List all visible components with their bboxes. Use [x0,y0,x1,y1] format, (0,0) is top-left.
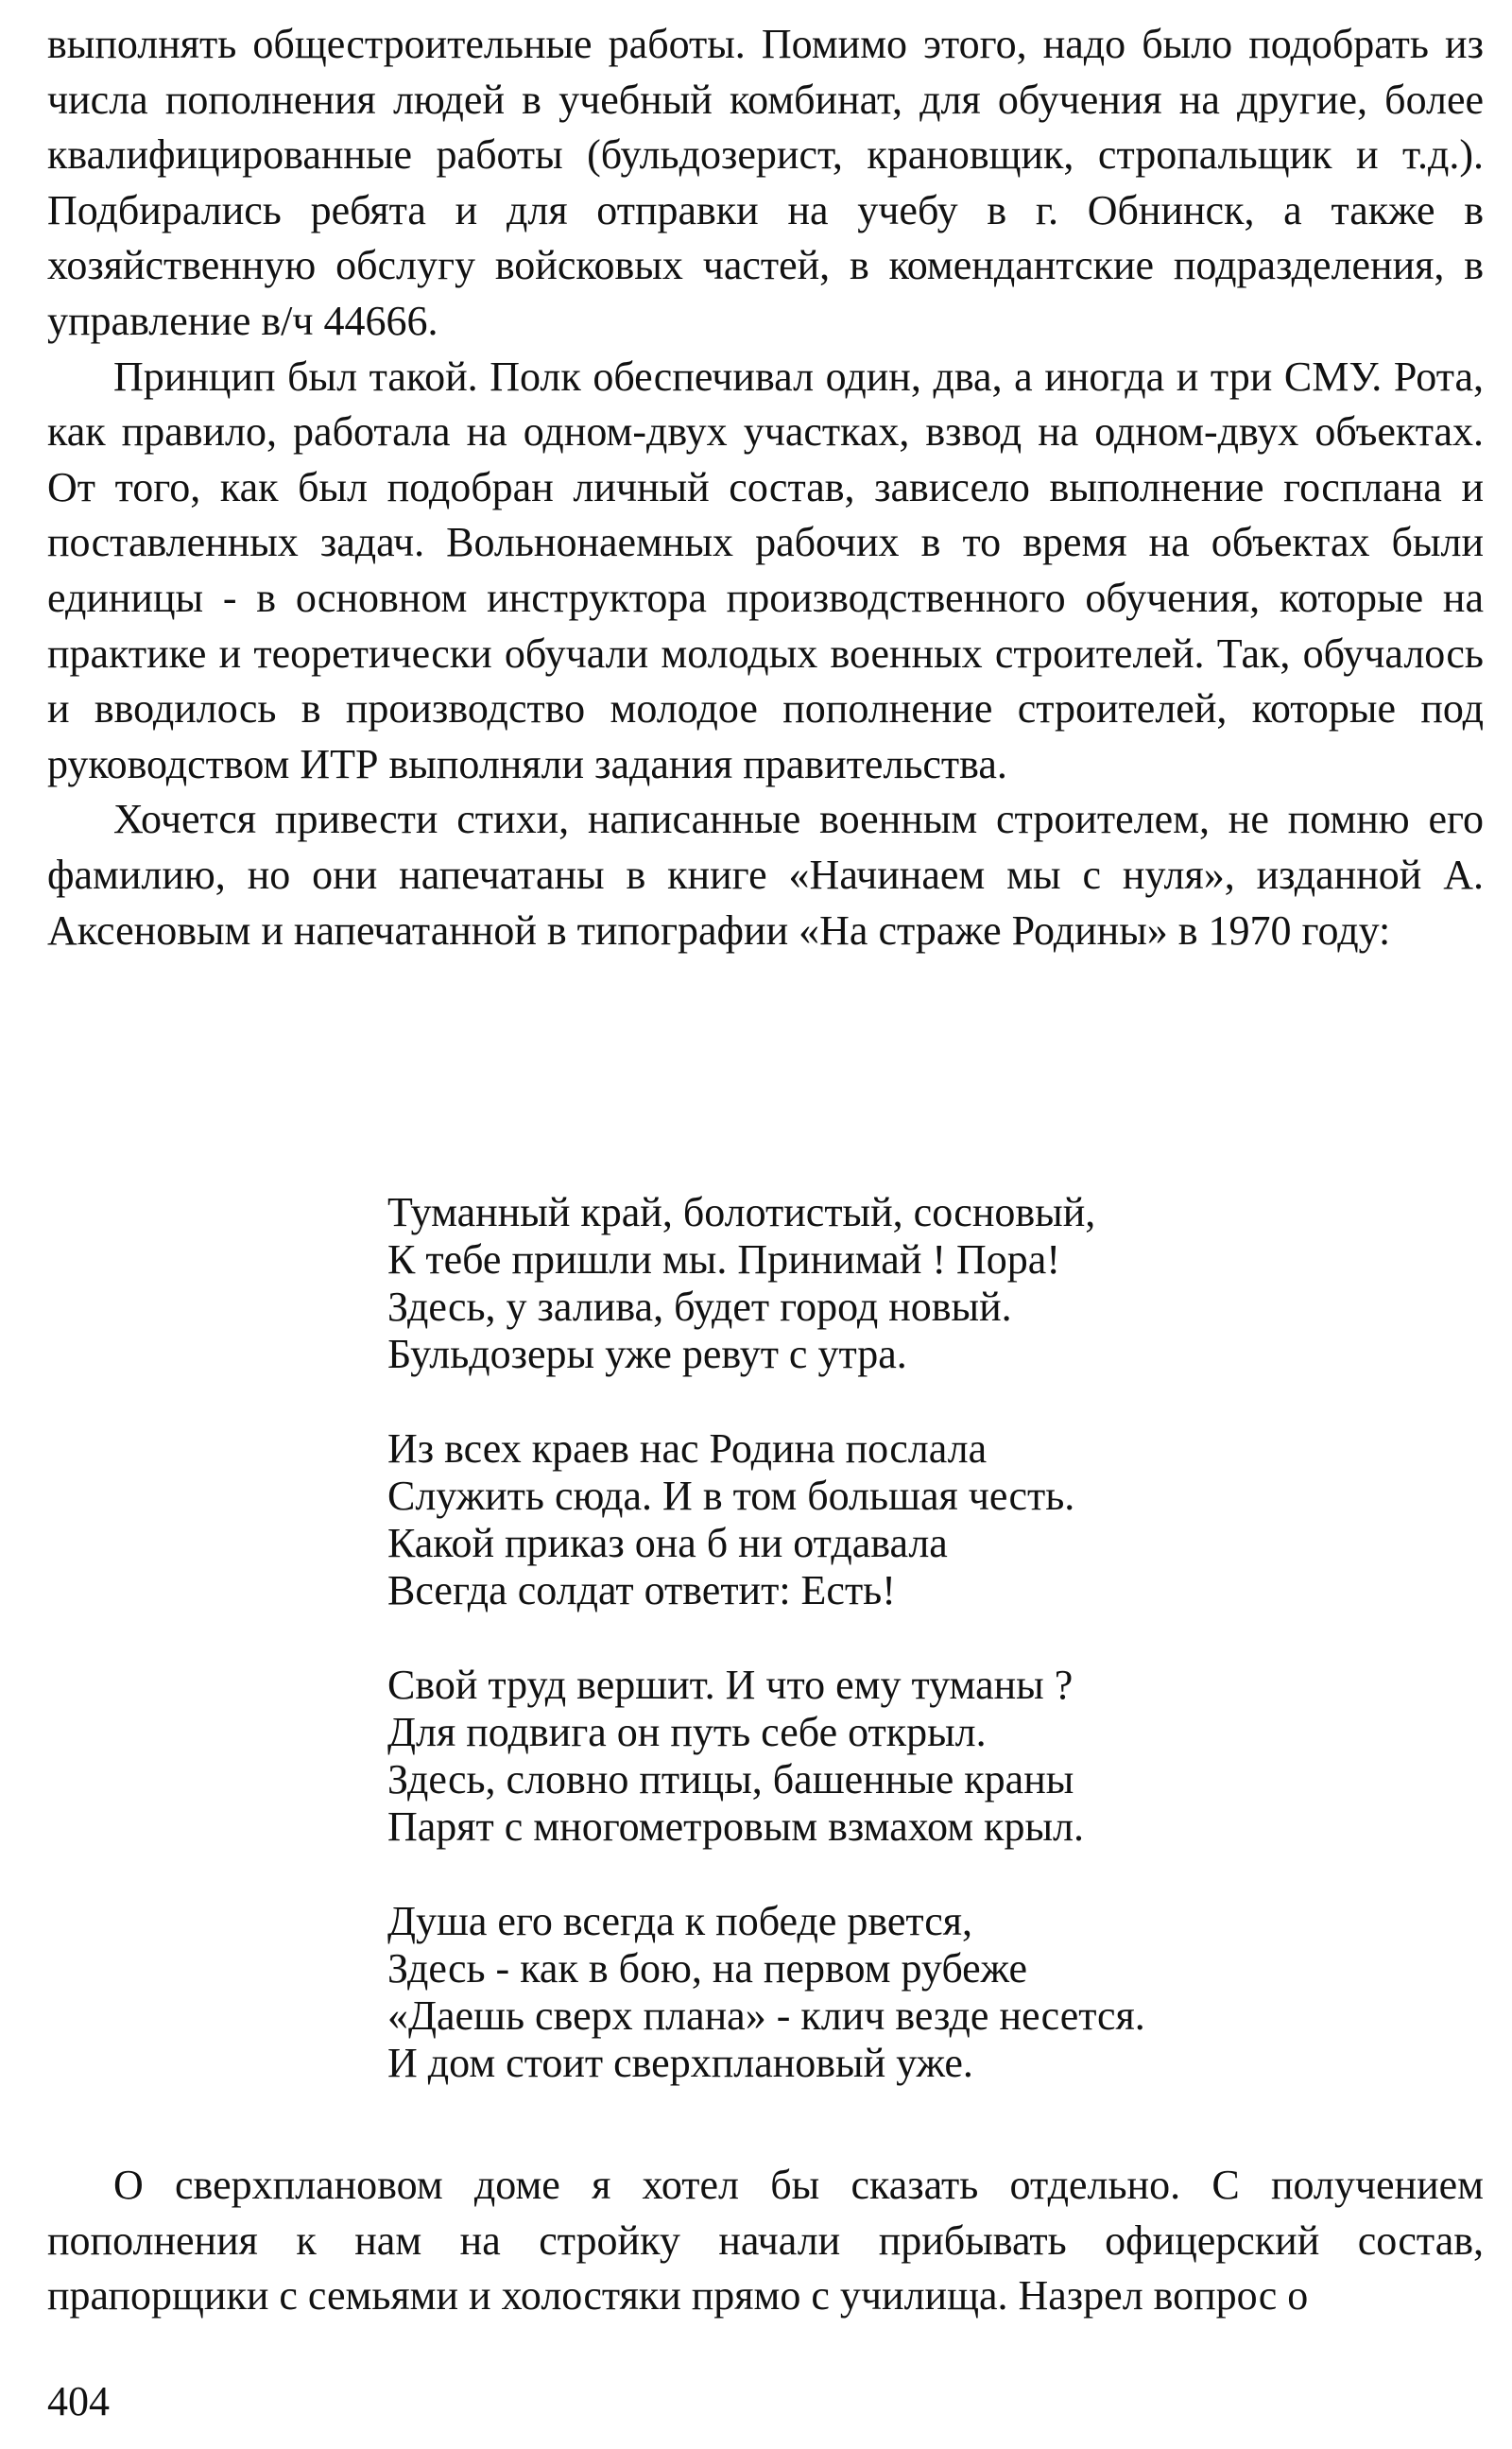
poem-stanza-4 [387,1898,1427,2087]
verse-line: Здесь - как в бою, на первом рубеже [387,1945,1028,1992]
paragraph-4: О сверхплановом доме я хотел бы сказать отдельно. С получением пополнения к нам на стройку начали прибывать офицерский состав, прапорщики с семьями и холостяки прямо с училища. Назрел вопрос о [47,2162,1484,2320]
verse-line: Парят с многометровым взмахом крыл. [387,1803,1084,1850]
verse-line: К тебе пришли мы. Принимай ! Пора! [387,1236,1060,1283]
verse-line: Туманный край, болотистый, сосновый, [387,1189,1096,1235]
verse-line: Здесь, у залива, будет город новый. [387,1284,1012,1330]
paragraph-1: выполнять общестроительные работы. Помимо этого, надо было подобрать из числа пополнения людей в учебный комбинат, для обучения на другие, более квалифицированные работы (бульдозерист, крановщик, стропальщик и т.д.). Подбирались ребята и для отправки на учебу в г. Обнинск, а также в хозяйственную обслугу войсковых частей, в комендантские подразделения, в управление в/ч 44666. [47,21,1484,344]
page-number: 404 [47,2378,110,2424]
poem-stanza-2 [387,1425,1427,1614]
poem-stanza-3 [387,1662,1427,1851]
paragraph-3: Хочется привести стихи, написанные военным строителем, не помню его фамилию, но они напечатаны в книге «Начинаем мы с нуля», изданной А. Аксеновым и напечатанной в типографии «На страже Родины» в 1970 году: [47,796,1484,954]
closing-text [47,2158,1484,2324]
body-text [47,17,1484,958]
verse-line: Душа его всегда к победе рвется, [387,1898,972,1944]
poem [387,1189,1427,2087]
verse-line: Служить сюда. И в том большая честь. [387,1473,1075,1519]
verse-line: И дом стоит сверхплановый уже. [387,2040,973,2086]
poem-stanza-1 [387,1189,1427,1378]
paragraph-2: Принцип был такой. Полк обеспечивал один, два, а иногда и три СМУ. Рота, как правило, работала на одном-двух участках, взвод на одном-двух объектах. От того, как был подобран личный состав, зависело выполнение госплана и поставленных задач. Вольнонаемных рабочих в то время на объектах были единицы - в основном инструктора производственного обучения, которые на практике и теоретически обучали молодых военных строителей. Так, обучалось и вводилось в производство молодое пополнение строителей, которые под руководством ИТР выполняли задания правительства. [47,353,1484,787]
verse-line: Здесь, словно птицы, башенные краны [387,1756,1074,1802]
verse-line: Какой приказ она б ни отдавала [387,1520,948,1566]
verse-line: Бульдозеры уже ревут с утра. [387,1331,907,1377]
verse-line: Свой труд вершит. И что ему туманы ? [387,1662,1074,1708]
verse-line: Всегда солдат ответит: Есть! [387,1567,896,1613]
verse-line: Из всех краев нас Родина послала [387,1425,988,1472]
verse-line: Для подвига он путь себе открыл. [387,1709,987,1755]
verse-line: «Даешь сверх плана» - клич везде несется. [387,1992,1145,2039]
